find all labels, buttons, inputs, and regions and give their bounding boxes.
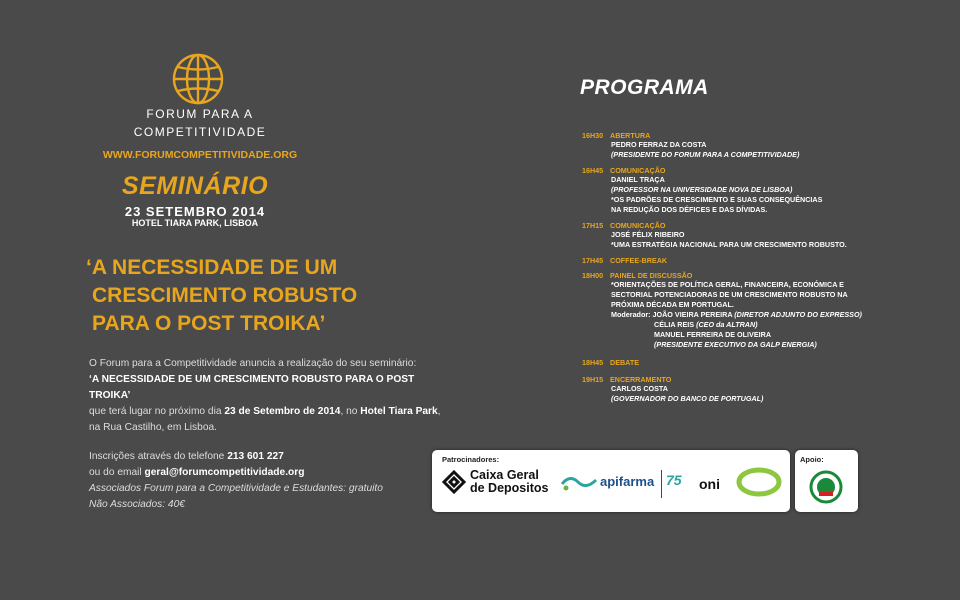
organizer-website-link[interactable]: WWW.FORUMCOMPETITIVIDADE.ORG — [102, 149, 298, 161]
program-time: 17H15 — [582, 221, 604, 230]
apifarma-divider — [661, 470, 662, 498]
email-link[interactable]: geral@forumcompetitividade.org — [144, 467, 305, 478]
program-heading: PAINEL DE DISCUSSÃO — [610, 271, 693, 280]
program-time: 19H15 — [582, 375, 604, 384]
apifarma-logo-icon — [560, 472, 598, 494]
program-line: NA REDUÇÃO DOS DÉFICES E DAS DÍVIDAS. — [611, 205, 768, 214]
oni-logo-text: oni — [699, 476, 720, 492]
program-time: 16H30 — [582, 131, 604, 140]
program-item — [582, 271, 882, 350]
moderator-label: Moderador: — [611, 310, 653, 319]
moderator-role: (DIRETOR ADJUNTO DO EXPRESSO) — [734, 310, 862, 319]
seminar-title: SEMINÁRIO — [121, 172, 269, 200]
panelist-role: (PRESIDENTE EXECUTIVO DA GALP ENERGIA) — [654, 340, 817, 349]
seminar-headline — [86, 254, 357, 338]
moderator-name: JOÃO VIEIRA PEREIRA — [652, 310, 733, 319]
cgd-line2: de Depositos — [470, 481, 549, 495]
phone-label: Inscrições através do telefone — [89, 451, 228, 462]
sponsors-panel — [432, 450, 790, 512]
intro-venue: Hotel Tiara Park — [360, 406, 438, 417]
apifarma-years: 75 — [666, 472, 682, 488]
intro-date: 23 de Setembro de 2014 — [224, 406, 341, 417]
program-item — [582, 131, 882, 160]
program-line: SECTORIAL POTENCIADORAS DE UM CRESCIMENTO ROBUSTO NA — [611, 290, 848, 299]
program-heading: COMUNICAÇÃO — [610, 221, 666, 230]
program-item — [582, 166, 882, 215]
program-line: PRÓXIMA DÉCADA EM PORTUGAL. — [611, 300, 734, 309]
headline-line-2: CRESCIMENTO ROBUSTO — [92, 284, 358, 307]
cgd-logo-icon — [442, 470, 466, 494]
panelist-name: MANUEL FERREIRA DE OLIVEIRA — [654, 330, 772, 339]
seminar-date: 23 SETEMBRO 2014 — [124, 204, 266, 219]
headline-line-1: ‘A NECESSIDADE DE UM — [86, 256, 338, 279]
email-label: ou do email — [89, 467, 145, 478]
program-time: 18H45 — [582, 358, 604, 367]
phone-number[interactable]: 213 601 227 — [227, 451, 284, 462]
program-time: 16H45 — [582, 166, 604, 175]
intro-line-4: na Rua Castilho, em Lisboa. — [89, 422, 217, 433]
program-heading: COMUNICAÇÃO — [610, 166, 666, 175]
apifarma-logo-text: apifarma — [600, 474, 655, 489]
program-line: JOSÉ FÉLIX RIBEIRO — [611, 230, 685, 239]
program-time: 17H45 — [582, 256, 604, 265]
organizer-name-line1: FORUM PARA A — [146, 107, 254, 121]
program-line: *UMA ESTRATÉGIA NACIONAL PARA UM CRESCIMENTO ROBUSTO. — [611, 240, 847, 249]
program-time: 18H00 — [582, 271, 604, 280]
contact-info — [89, 449, 449, 513]
fee-non-members: Não Associados: 40€ — [89, 499, 185, 510]
program-line: (PROFESSOR NA UNIVERSIDADE NOVA DE LISBOA) — [611, 185, 793, 194]
support-panel — [795, 450, 858, 512]
program-heading: DEBATE — [610, 358, 640, 367]
panelist-name: CÉLIA REIS — [654, 320, 695, 329]
fee-members: Associados Forum para a Competitividade e Estudantes: gratuito — [89, 483, 383, 494]
intro-line-1: O Forum para a Competitividade anuncia a realização do seu seminário: — [89, 358, 417, 369]
cgd-logo-text — [470, 469, 549, 495]
intro-line-3e: , — [437, 406, 441, 417]
program-title: PROGRAMA — [580, 76, 709, 99]
program-item — [582, 221, 882, 250]
intro-line-3c: , no — [340, 406, 361, 417]
intro-line-3a: que terá lugar no próximo dia — [89, 406, 225, 417]
panelist-role: (CEO da ALTRAN) — [696, 320, 758, 329]
program-heading: COFFEE-BREAK — [610, 256, 668, 265]
sponsors-label: Patrocinadores: — [442, 455, 500, 464]
program-line: DANIEL TRAÇA — [611, 175, 665, 184]
program-line: (GOVERNADOR DO BANCO DE PORTUGAL) — [611, 394, 764, 403]
support-label: Apoio: — [800, 455, 824, 464]
program-line: PEDRO FERRAZ DA COSTA — [611, 140, 707, 149]
program-heading: ABERTURA — [610, 131, 651, 140]
intro-line-2: ‘A NECESSIDADE DE UM CRESCIMENTO ROBUSTO PARA O POST TROIKA’ — [89, 374, 415, 401]
program-heading: ENCERRAMENTO — [610, 375, 672, 384]
organizer-name-line2: COMPETITIVIDADE — [133, 125, 267, 139]
program-line: (PRESIDENTE DO FORUM PARA A COMPETITIVIDADE) — [611, 150, 800, 159]
program-list — [582, 131, 882, 404]
supporter-seal-icon — [809, 470, 843, 504]
seminar-venue: HOTEL TIARA PARK, LISBOA — [131, 218, 259, 228]
program-line: CARLOS COSTA — [611, 384, 668, 393]
program-item — [582, 256, 882, 265]
program-item — [582, 358, 882, 367]
oni-logo-icon — [735, 467, 783, 497]
program-item — [582, 375, 882, 404]
intro-paragraph — [89, 356, 449, 436]
program-line: *ORIENTAÇÕES DE POLÍTICA GERAL, FINANCEIRA, ECONÓMICA E — [611, 280, 844, 289]
globe-logo-icon — [171, 52, 225, 106]
cgd-line1: Caixa Geral — [470, 468, 539, 482]
program-line: *OS PADRÕES DE CRESCIMENTO E SUAS CONSEQUÊNCIAS — [611, 195, 823, 204]
headline-line-3: PARA O POST TROIKA’ — [92, 312, 326, 335]
